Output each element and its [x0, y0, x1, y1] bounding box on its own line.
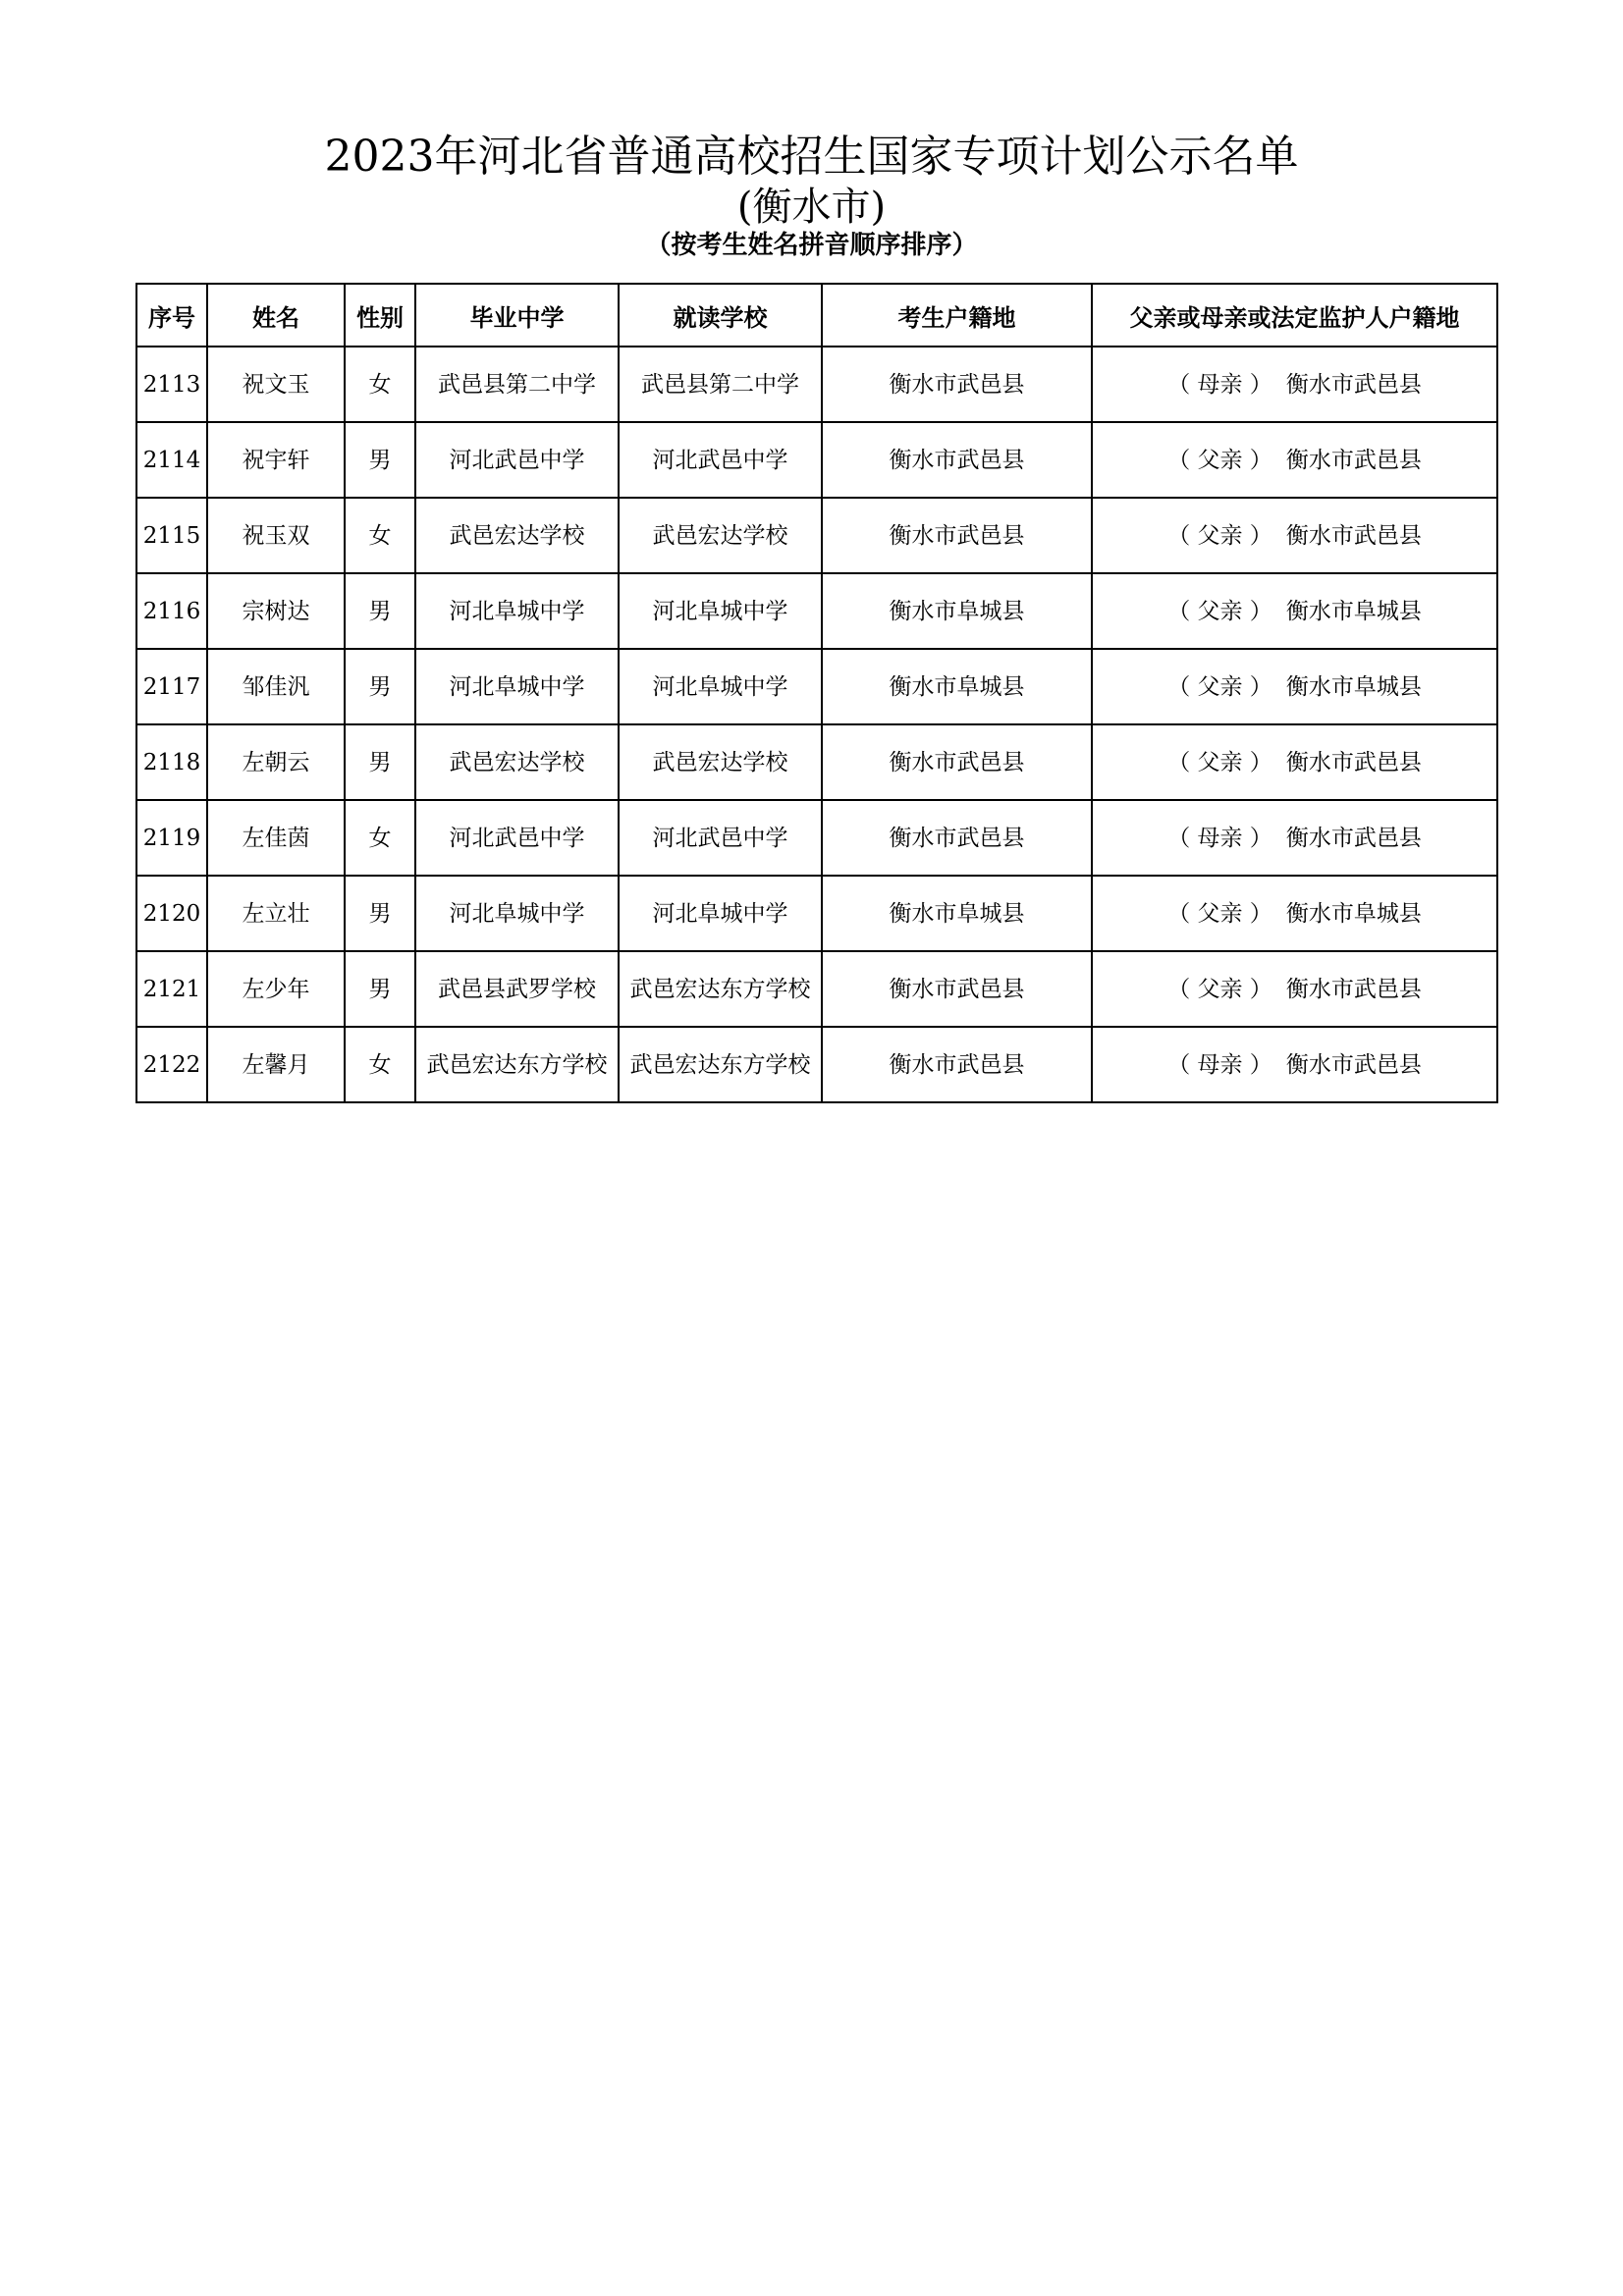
cell-num: 2119	[136, 800, 207, 876]
cell-current-school: 武邑宏达东方学校	[619, 1027, 822, 1102]
cell-gender: 男	[345, 422, 415, 498]
parent-relation: （ 父亲 ）	[1167, 976, 1272, 1002]
cell-current-school: 武邑宏达学校	[619, 498, 822, 573]
parent-place: 衡水市武邑县	[1285, 371, 1422, 398]
parent-relation: （ 父亲 ）	[1167, 673, 1272, 700]
cell-current-school: 河北阜城中学	[619, 649, 822, 724]
cell-registration: 衡水市武邑县	[822, 1027, 1092, 1102]
cell-parent-registration	[1092, 649, 1497, 724]
parent-place: 衡水市武邑县	[1285, 825, 1422, 851]
cell-gender: 男	[345, 573, 415, 649]
cell-current-school: 河北阜城中学	[619, 876, 822, 951]
cell-gender: 女	[345, 347, 415, 422]
cell-name: 邹佳汎	[207, 649, 345, 724]
cell-registration: 衡水市武邑县	[822, 347, 1092, 422]
parent-place: 衡水市武邑县	[1285, 749, 1422, 775]
parent-place: 衡水市阜城县	[1285, 673, 1422, 700]
cell-grad-school: 武邑宏达东方学校	[415, 1027, 619, 1102]
cell-grad-school: 河北阜城中学	[415, 876, 619, 951]
cell-grad-school: 武邑宏达学校	[415, 498, 619, 573]
table-row	[136, 876, 1497, 951]
table-row	[136, 573, 1497, 649]
cell-num: 2121	[136, 951, 207, 1027]
cell-gender: 男	[345, 724, 415, 800]
cell-name: 左佳茵	[207, 800, 345, 876]
cell-registration: 衡水市阜城县	[822, 876, 1092, 951]
header-num: 序号	[136, 284, 207, 347]
parent-relation: （ 母亲 ）	[1167, 371, 1272, 398]
cell-name: 左立壮	[207, 876, 345, 951]
cell-gender: 女	[345, 498, 415, 573]
cell-current-school: 武邑县第二中学	[619, 347, 822, 422]
cell-gender: 女	[345, 800, 415, 876]
cell-gender: 女	[345, 1027, 415, 1102]
cell-grad-school: 武邑县武罗学校	[415, 951, 619, 1027]
cell-name: 左朝云	[207, 724, 345, 800]
parent-relation: （ 母亲 ）	[1167, 825, 1272, 851]
table-body	[136, 347, 1497, 1102]
cell-gender: 男	[345, 876, 415, 951]
table-row	[136, 422, 1497, 498]
parent-place: 衡水市阜城县	[1285, 598, 1422, 624]
document-title: 2023年河北省普通高校招生国家专项计划公示名单	[324, 132, 1299, 182]
cell-registration: 衡水市武邑县	[822, 498, 1092, 573]
cell-name: 宗树达	[207, 573, 345, 649]
cell-grad-school: 河北武邑中学	[415, 800, 619, 876]
cell-parent-registration	[1092, 347, 1497, 422]
sort-note: （按考生姓名拼音顺序排序）	[645, 231, 978, 260]
cell-registration: 衡水市阜城县	[822, 573, 1092, 649]
parent-relation: （ 父亲 ）	[1167, 749, 1272, 775]
cell-grad-school: 河北阜城中学	[415, 573, 619, 649]
roster-table	[135, 283, 1498, 1103]
parent-relation: （ 父亲 ）	[1167, 447, 1272, 473]
cell-grad-school: 河北阜城中学	[415, 649, 619, 724]
cell-registration: 衡水市阜城县	[822, 649, 1092, 724]
header-gender: 性别	[345, 284, 415, 347]
cell-grad-school: 河北武邑中学	[415, 422, 619, 498]
parent-relation: （ 母亲 ）	[1167, 1051, 1272, 1078]
table-row	[136, 1027, 1497, 1102]
parent-relation: （ 父亲 ）	[1167, 900, 1272, 927]
cell-name: 左馨月	[207, 1027, 345, 1102]
cell-num: 2117	[136, 649, 207, 724]
parent-place: 衡水市武邑县	[1285, 976, 1422, 1002]
parent-relation: （ 父亲 ）	[1167, 598, 1272, 624]
cell-parent-registration	[1092, 573, 1497, 649]
table-row	[136, 800, 1497, 876]
cell-current-school: 武邑宏达学校	[619, 724, 822, 800]
parent-place: 衡水市阜城县	[1285, 900, 1422, 927]
table-row	[136, 498, 1497, 573]
cell-name: 祝文玉	[207, 347, 345, 422]
cell-registration: 衡水市武邑县	[822, 800, 1092, 876]
cell-parent-registration	[1092, 422, 1497, 498]
cell-current-school: 河北武邑中学	[619, 422, 822, 498]
header-grad-school: 毕业中学	[415, 284, 619, 347]
cell-parent-registration	[1092, 876, 1497, 951]
cell-grad-school: 武邑宏达学校	[415, 724, 619, 800]
cell-parent-registration	[1092, 1027, 1497, 1102]
cell-registration: 衡水市武邑县	[822, 422, 1092, 498]
document-subtitle: (衡水市)	[736, 185, 887, 230]
parent-place: 衡水市武邑县	[1285, 1051, 1422, 1078]
cell-current-school: 河北武邑中学	[619, 800, 822, 876]
cell-gender: 男	[345, 951, 415, 1027]
cell-num: 2113	[136, 347, 207, 422]
cell-num: 2118	[136, 724, 207, 800]
cell-parent-registration	[1092, 498, 1497, 573]
cell-num: 2114	[136, 422, 207, 498]
parent-relation: （ 父亲 ）	[1167, 522, 1272, 549]
cell-registration: 衡水市武邑县	[822, 724, 1092, 800]
cell-num: 2116	[136, 573, 207, 649]
cell-num: 2115	[136, 498, 207, 573]
cell-name: 左少年	[207, 951, 345, 1027]
header-parent-registration: 父亲或母亲或法定监护人户籍地	[1092, 284, 1497, 347]
table-row	[136, 649, 1497, 724]
cell-name: 祝宇轩	[207, 422, 345, 498]
cell-parent-registration	[1092, 800, 1497, 876]
cell-registration: 衡水市武邑县	[822, 951, 1092, 1027]
cell-parent-registration	[1092, 724, 1497, 800]
cell-parent-registration	[1092, 951, 1497, 1027]
table-row	[136, 724, 1497, 800]
cell-current-school: 武邑宏达东方学校	[619, 951, 822, 1027]
table-row	[136, 951, 1497, 1027]
cell-grad-school: 武邑县第二中学	[415, 347, 619, 422]
header-current-school: 就读学校	[619, 284, 822, 347]
table-header-row	[136, 284, 1497, 347]
cell-gender: 男	[345, 649, 415, 724]
table-row	[136, 347, 1497, 422]
header-registration: 考生户籍地	[822, 284, 1092, 347]
cell-num: 2122	[136, 1027, 207, 1102]
cell-current-school: 河北阜城中学	[619, 573, 822, 649]
parent-place: 衡水市武邑县	[1285, 522, 1422, 549]
cell-num: 2120	[136, 876, 207, 951]
cell-name: 祝玉双	[207, 498, 345, 573]
header-name: 姓名	[207, 284, 345, 347]
parent-place: 衡水市武邑县	[1285, 447, 1422, 473]
